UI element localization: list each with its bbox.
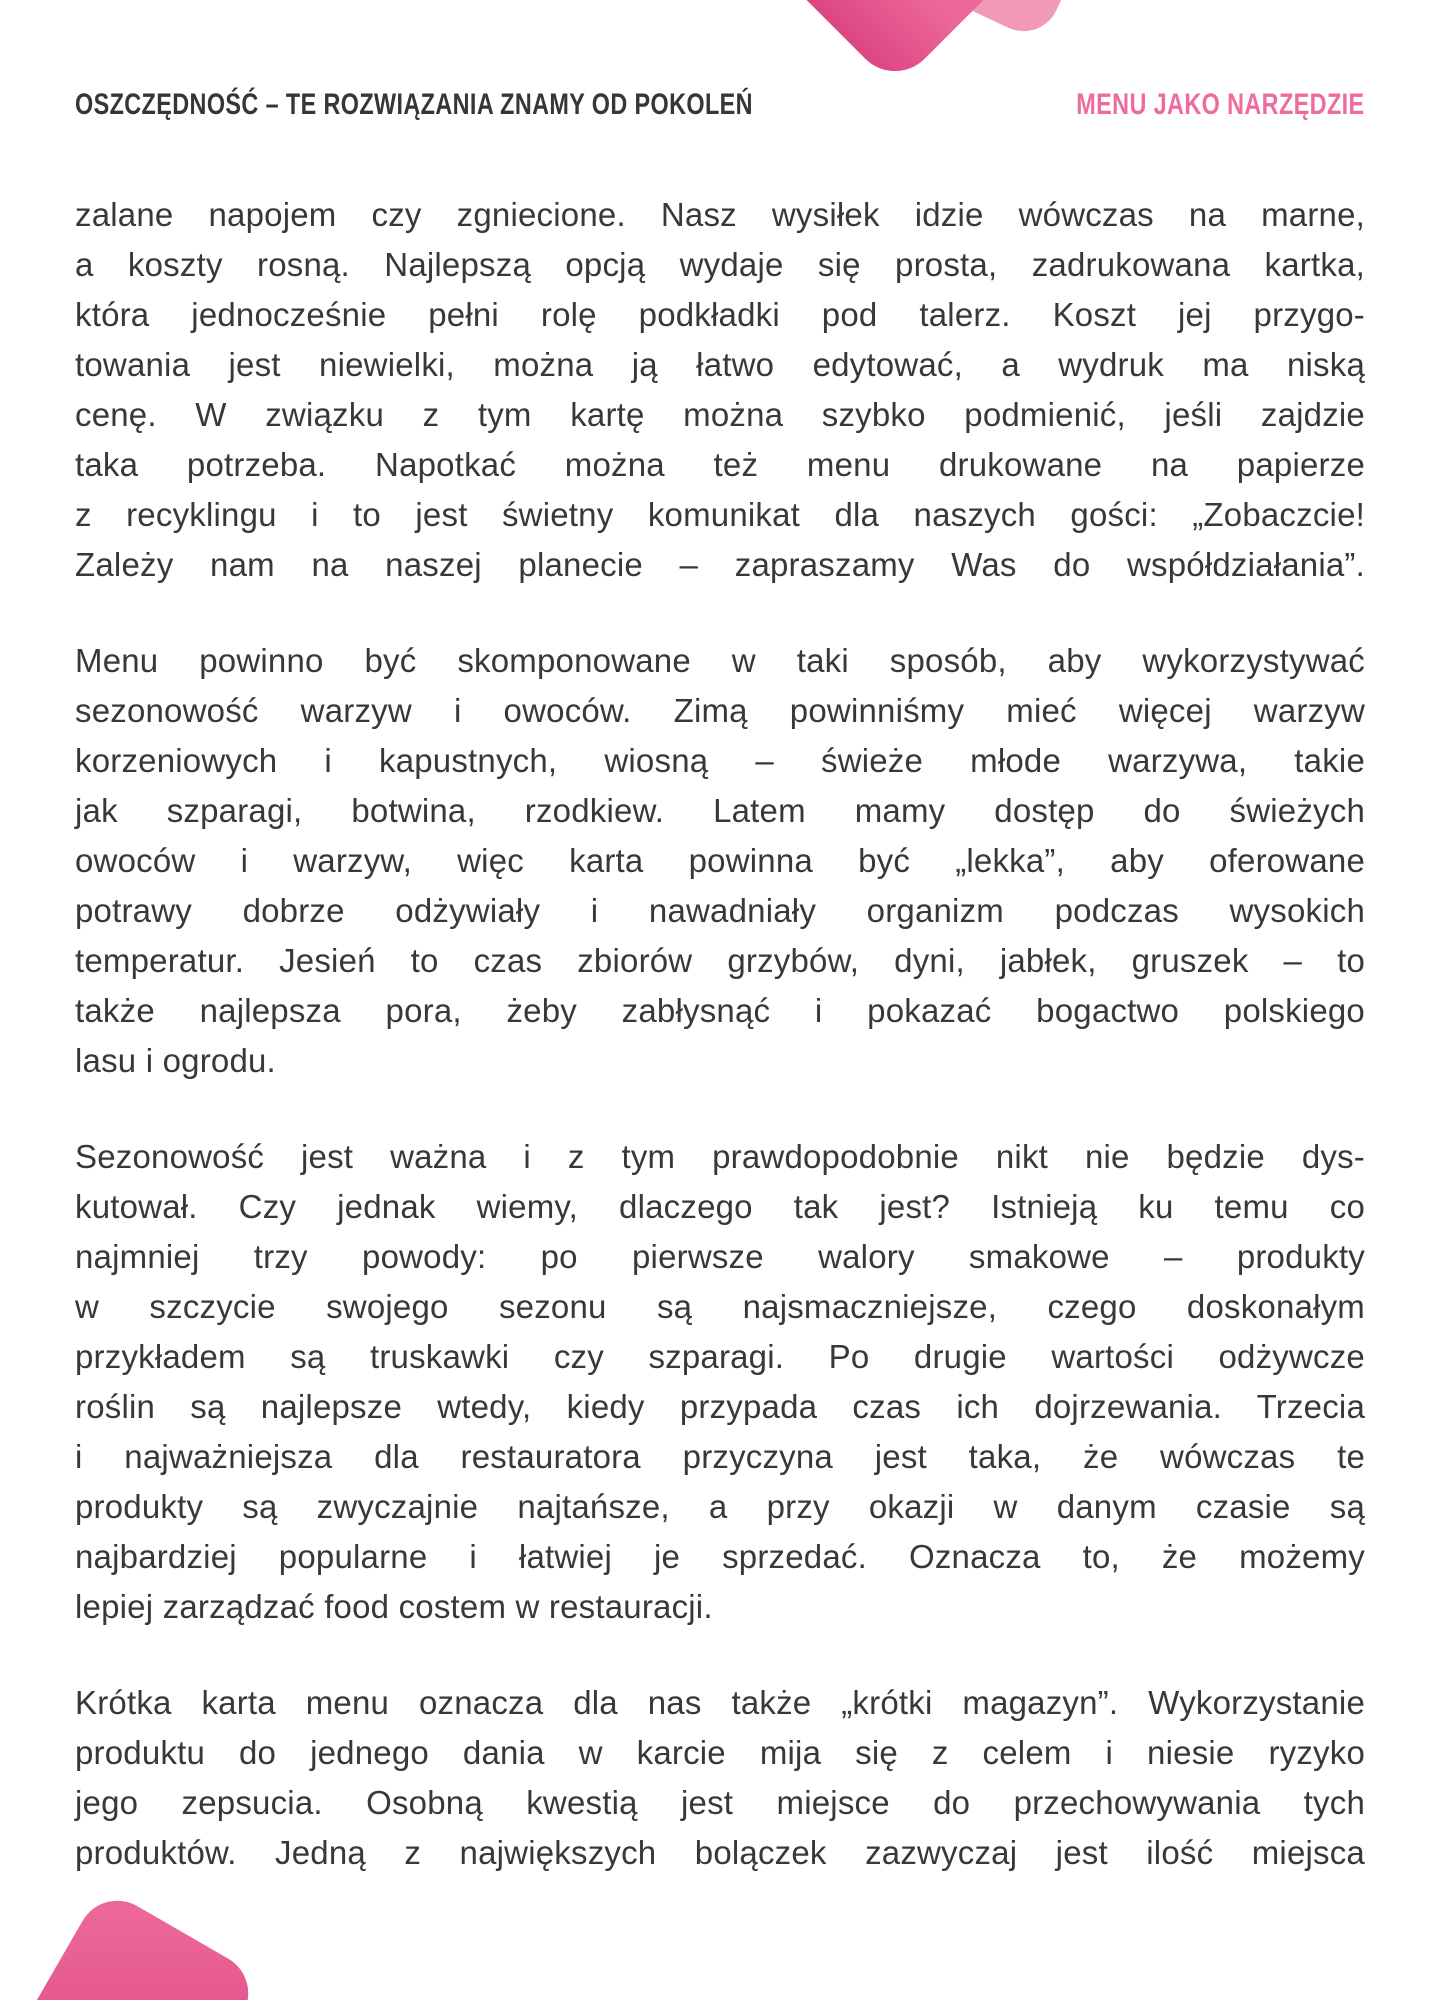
text-line: lepiej zarządzać food costem w restauracji.	[75, 1588, 713, 1625]
text-line: najbardziej popularne i łatwiej je sprzedać. Oznacza to, że możemy	[75, 1538, 1365, 1575]
text-line: roślin są najlepsze wtedy, kiedy przypada czas ich dojrzewania. Trzecia	[75, 1388, 1365, 1425]
text-line: towania jest niewielki, można ją łatwo edytować, a wydruk ma niską	[75, 346, 1365, 383]
paragraph	[75, 1132, 1365, 1632]
text-line: Menu powinno być skomponowane w taki sposób, aby wykorzystywać	[75, 642, 1365, 679]
text-line: Zależy nam na naszej planecie – zapraszamy Was do współdziałania”.	[75, 546, 1365, 583]
pink-diamond-bottom-left	[10, 1886, 263, 2000]
text-line: Krótka karta menu oznacza dla nas także „krótki magazyn”. Wykorzystanie	[75, 1684, 1365, 1721]
paragraph	[75, 636, 1365, 1086]
text-line: zalane napojem czy zgniecione. Nasz wysiłek idzie wówczas na marne,	[75, 196, 1365, 233]
text-line: korzeniowych i kapustnych, wiosną – świeże młode warzywa, takie	[75, 742, 1365, 779]
text-line: przykładem są truskawki czy szparagi. Po drugie wartości odżywcze	[75, 1338, 1365, 1375]
text-line: produktów. Jedną z największych bolączek zazwyczaj jest ilość miejsca	[75, 1834, 1365, 1871]
text-line: jak szparagi, botwina, rzodkiew. Latem mamy dostęp do świeżych	[75, 792, 1365, 829]
section-title: MENU JAKO NARZĘDZIE	[1076, 88, 1365, 121]
text-line: a koszty rosną. Najlepszą opcją wydaje się prosta, zadrukowana kartka,	[75, 246, 1365, 283]
text-line: kutował. Czy jednak wiemy, dlaczego tak jest? Istnieją ku temu co	[75, 1188, 1365, 1225]
text-line: temperatur. Jesień to czas zbiorów grzybów, dyni, jabłek, gruszek – to	[75, 942, 1365, 979]
text-line: w szczycie swojego sezonu są najsmaczniejsze, czego doskonałym	[75, 1288, 1365, 1325]
body-text	[75, 190, 1365, 1878]
paragraph	[75, 190, 1365, 590]
paragraph	[75, 1678, 1365, 1878]
chapter-title: OSZCZĘDNOŚĆ – TE ROZWIĄZANIA ZNAMY OD POKOLEŃ	[75, 88, 753, 121]
text-line: która jednocześnie pełni rolę podkładki pod talerz. Koszt jej przygo-	[75, 296, 1365, 333]
text-line: Sezonowość jest ważna i z tym prawdopodobnie nikt nie będzie dys-	[75, 1138, 1365, 1175]
text-line: potrawy dobrze odżywiały i nawadniały organizm podczas wysokich	[75, 892, 1365, 929]
text-line: cenę. W związku z tym kartę można szybko podmienić, jeśli zajdzie	[75, 396, 1365, 433]
text-line: taka potrzeba. Napotkać można też menu drukowane na papierze	[75, 446, 1365, 483]
text-line: z recyklingu i to jest świetny komunikat dla naszych gości: „Zobaczcie!	[75, 496, 1365, 533]
running-header	[0, 88, 1440, 128]
text-line: i najważniejsza dla restauratora przyczyna jest taka, że wówczas te	[75, 1438, 1365, 1475]
text-line: najmniej trzy powody: po pierwsze walory smakowe – produkty	[75, 1238, 1365, 1275]
text-line: jego zepsucia. Osobną kwestią jest miejsce do przechowywania tych	[75, 1784, 1365, 1821]
text-line: produkty są zwyczajnie najtańsze, a przy okazji w danym czasie są	[75, 1488, 1365, 1525]
text-line: produktu do jednego dania w karcie mija się z celem i niesie ryzyko	[75, 1734, 1365, 1771]
text-line: lasu i ogrodu.	[75, 1042, 276, 1079]
text-line: sezonowość warzyw i owoców. Zimą powinniśmy mieć więcej warzyw	[75, 692, 1365, 729]
text-line: owoców i warzyw, więc karta powinna być „lekka”, aby oferowane	[75, 842, 1365, 879]
text-line: także najlepsza pora, żeby zabłysnąć i pokazać bogactwo polskiego	[75, 992, 1365, 1029]
